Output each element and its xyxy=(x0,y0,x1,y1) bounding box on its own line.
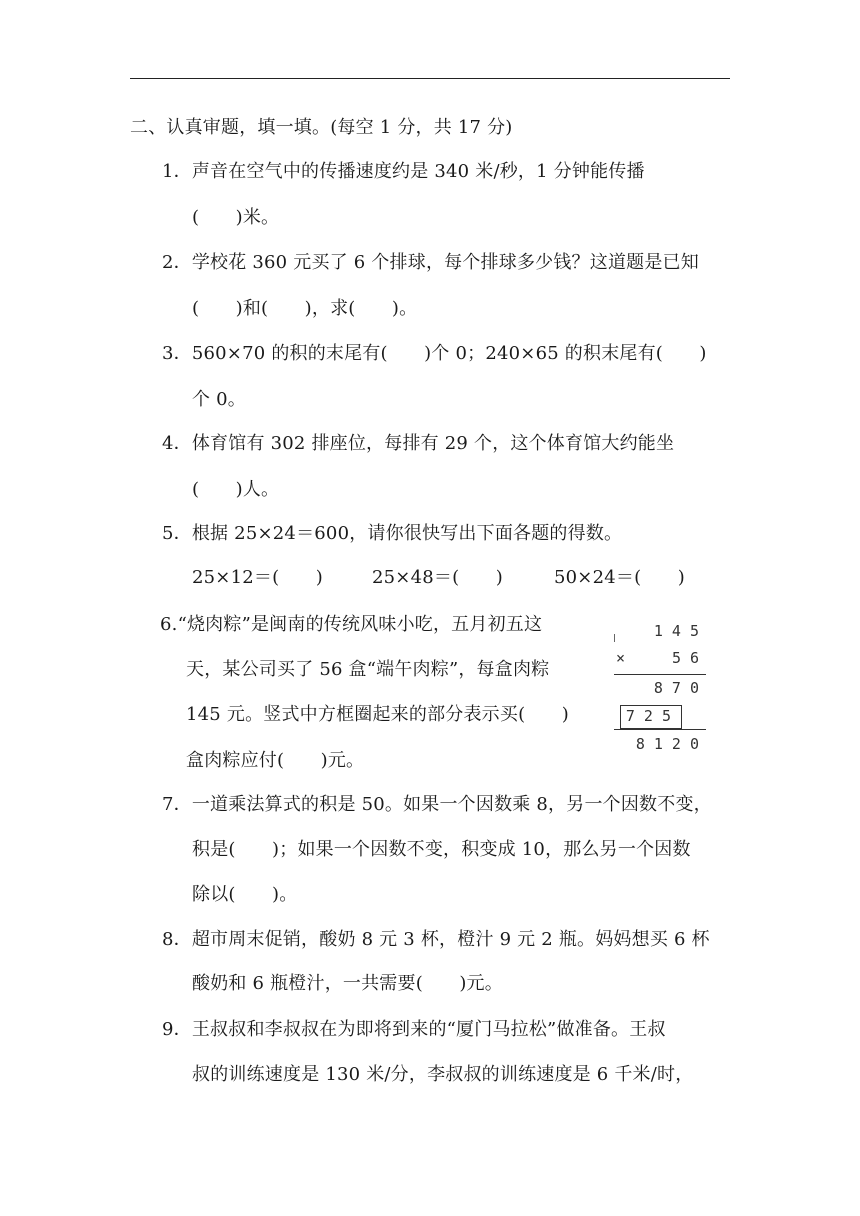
vertical-multiplication xyxy=(612,618,722,758)
final-product: 8120 xyxy=(635,735,708,753)
question-9-line-1: 9．王叔叔和李叔叔在为即将到来的“厦门马拉松”做准备。王叔 xyxy=(162,1019,666,1040)
question-4-line-1: 4．体育馆有 302 排座位，每排有 29 个，这个体育馆大约能坐 xyxy=(162,433,675,454)
question-7-line-2: 积是( )；如果一个因数不变，积变成 10，那么另一个因数 xyxy=(192,839,691,860)
question-2-line-2: ( )和( )，求( )。 xyxy=(192,298,418,319)
header-rule xyxy=(130,78,730,79)
question-3-line-1: 3．560×70 的积的末尾有( )个 0；240×65 的积末尾有( ) xyxy=(162,343,707,364)
question-5-line-1: 5．根据 25×24＝600，请你很快写出下面各题的得数。 xyxy=(162,523,623,544)
question-7-line-3: 除以( )。 xyxy=(192,884,298,905)
multiplier: 56 xyxy=(671,649,708,667)
question-1-line-1: 1．声音在空气中的传播速度约是 340 米/秒，1 分钟能传播 xyxy=(162,161,645,182)
question-6-line-1: 6.“烧肉粽”是闽南的传统风味小吃，五月初五这 xyxy=(160,614,543,635)
section-heading: 二、认真审题，填一填。(每空 1 分，共 17 分) xyxy=(130,117,513,138)
question-8-line-2: 酸奶和 6 瓶橙汁，一共需要( )元。 xyxy=(192,973,503,994)
product-line-1 xyxy=(614,674,706,675)
question-2-line-1: 2．学校花 360 元买了 6 个排球，每个排球多少钱？这道题是已知 xyxy=(162,252,699,273)
question-4-line-2: ( )人。 xyxy=(192,479,280,500)
question-9-line-2: 叔的训练速度是 130 米/分，李叔叔的训练速度是 6 千米/时， xyxy=(192,1064,694,1085)
product-line-2 xyxy=(614,729,706,730)
question-1-line-2: ( )米。 xyxy=(192,207,280,228)
multiply-sign: × xyxy=(616,649,635,667)
question-5-item-a: 25×12＝( ) xyxy=(192,567,323,588)
question-5-item-b: 25×48＝( ) xyxy=(372,567,503,588)
question-6-line-4: 盒肉粽应付( )元。 xyxy=(186,750,365,771)
margin-tick xyxy=(614,634,615,642)
question-6-line-3: 145 元。竖式中方框圈起来的部分表示买( ) xyxy=(186,704,569,725)
question-6-line-2: 天，某公司买了 56 盒“端午肉粽”，每盒肉粽 xyxy=(186,659,550,680)
question-8-line-1: 8．超市周末促销，酸奶 8 元 3 杯，橙汁 9 元 2 瓶。妈妈想买 6 杯 xyxy=(162,929,710,950)
question-3-line-2: 个 0。 xyxy=(192,389,246,410)
question-7-line-1: 7．一道乘法算式的积是 50。如果一个因数乘 8，另一个因数不变， xyxy=(162,794,712,815)
partial-product-1: 870 xyxy=(653,679,708,697)
question-5-item-c: 50×24＝( ) xyxy=(554,567,685,588)
multiplicand: 145 xyxy=(653,622,708,640)
partial-product-2: 725 xyxy=(625,707,680,725)
